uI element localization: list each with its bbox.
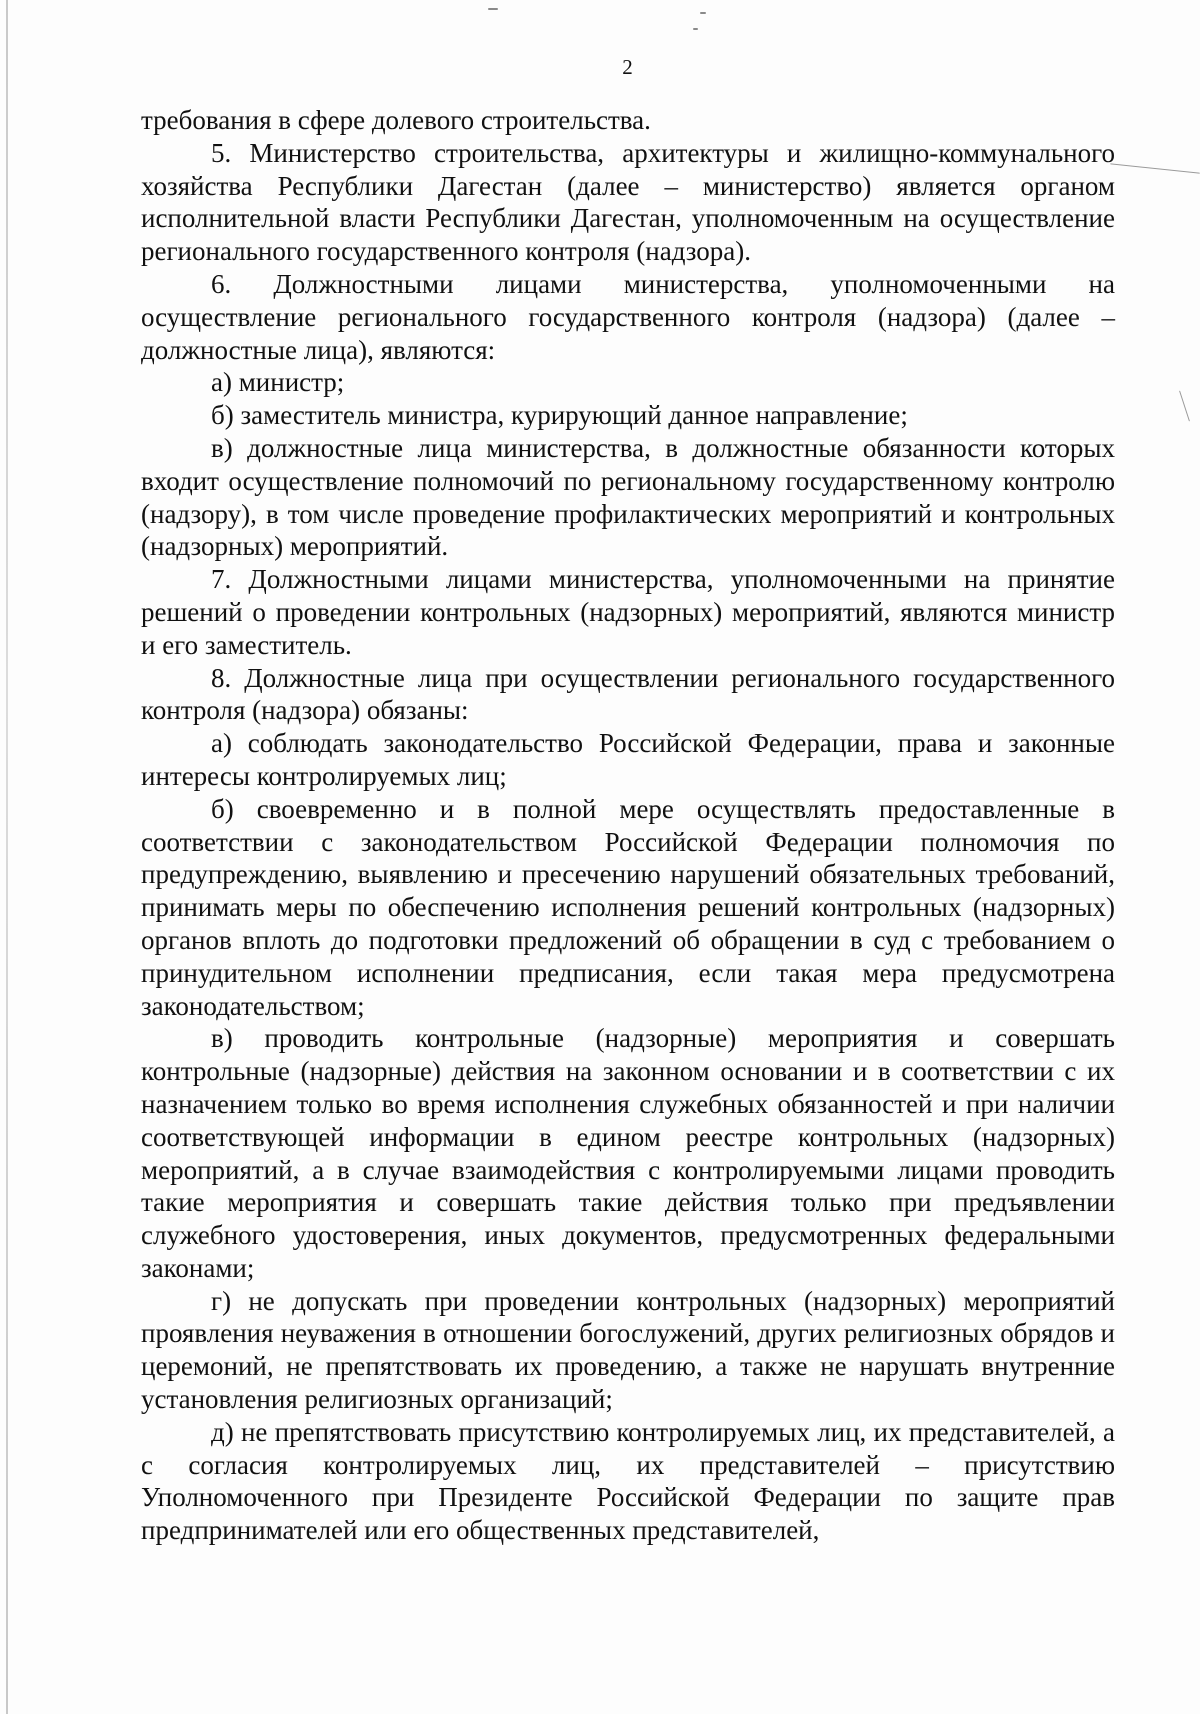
document-body xyxy=(141,104,1115,1547)
scan-artifact xyxy=(488,8,498,10)
paragraph: 6. Должностными лицами министерства, уполномоченными на осуществление регионального государственного контроля (надзора) (далее – должностные лица), являются: xyxy=(141,268,1115,365)
paragraph: б) своевременно и в полной мере осуществлять предоставленные в соответствии с законодательством Российской Федерации полномочия по предупреждению, выявлению и пресечению нарушений обязательных требований, принимать меры по обеспечению исполнения решений контрольных (надзорных) органов вплоть до подготовки предложений об обращении в суд с требованием о принудительном исполнении предписания, если такая мера предусмотрена законодательством; xyxy=(141,793,1115,1021)
scan-artifact xyxy=(700,12,706,14)
page-number: 2 xyxy=(622,55,633,79)
paragraph: а) соблюдать законодательство Российской Федерации, права и законные интересы контролируемых лиц; xyxy=(141,728,1115,791)
paragraph: 8. Должностные лица при осуществлении регионального государственного контроля (надзора) обязаны: xyxy=(141,662,1115,726)
paragraph: а) министр; xyxy=(211,367,345,398)
paragraph: в) проводить контрольные (надзорные) мероприятия и совершать контрольные (надзорные) действия на законном основании и в соответствии с их назначением только во время исполнения служебных обязанностей и при наличии соответствующей информации в едином реестре контрольных (надзорных) мероприятий, а в случае взаимодействия с контролируемыми лицами проводить такие мероприятия и совершать такие действия только при предъявлении служебного удостоверения, иных документов, предусмотренных федеральными законами; xyxy=(141,1023,1115,1283)
paragraph: в) должностные лица министерства, в должностные обязанности которых входит осуществление полномочий по региональному государственному контролю (надзору), в том числе проведение профилактических мероприятий и контрольных (надзорных) мероприятий. xyxy=(141,432,1115,562)
scan-artifact xyxy=(1110,163,1200,173)
paragraph: 7. Должностными лицами министерства, уполномоченными на принятие решений о проведении контрольных (надзорных) мероприятий, являются министр и его заместитель. xyxy=(141,564,1115,660)
paragraph: требования в сфере долевого строительства. xyxy=(141,105,651,135)
scan-left-edge xyxy=(6,0,8,1714)
scan-artifact xyxy=(693,28,698,30)
paragraph: г) не допускать при проведении контрольных (надзорных) мероприятий проявления неуважения в отношении богослужений, других религиозных обрядов и церемоний, не препятствовать их проведению, а также не нарушать внутренние установления религиозных организаций; xyxy=(141,1285,1115,1415)
paragraph: 5. Министерство строительства, архитектуры и жилищно-коммунального хозяйства Республики Дагестан (далее – министерство) является органом исполнительной власти Республики Дагестан, уполномоченным на осуществление регионального государственного контроля (надзора). xyxy=(141,137,1115,267)
paragraph: д) не препятствовать присутствию контролируемых лиц, их представителей, а с согласия контролируемых лиц, их представителей – присутствию Уполномоченного при Президенте Российской Федерации по защите прав предпринимателей или его общественных представителей, xyxy=(141,1416,1115,1546)
paragraph: б) заместитель министра, курирующий данное направление; xyxy=(211,400,908,431)
scan-artifact xyxy=(1179,391,1190,422)
